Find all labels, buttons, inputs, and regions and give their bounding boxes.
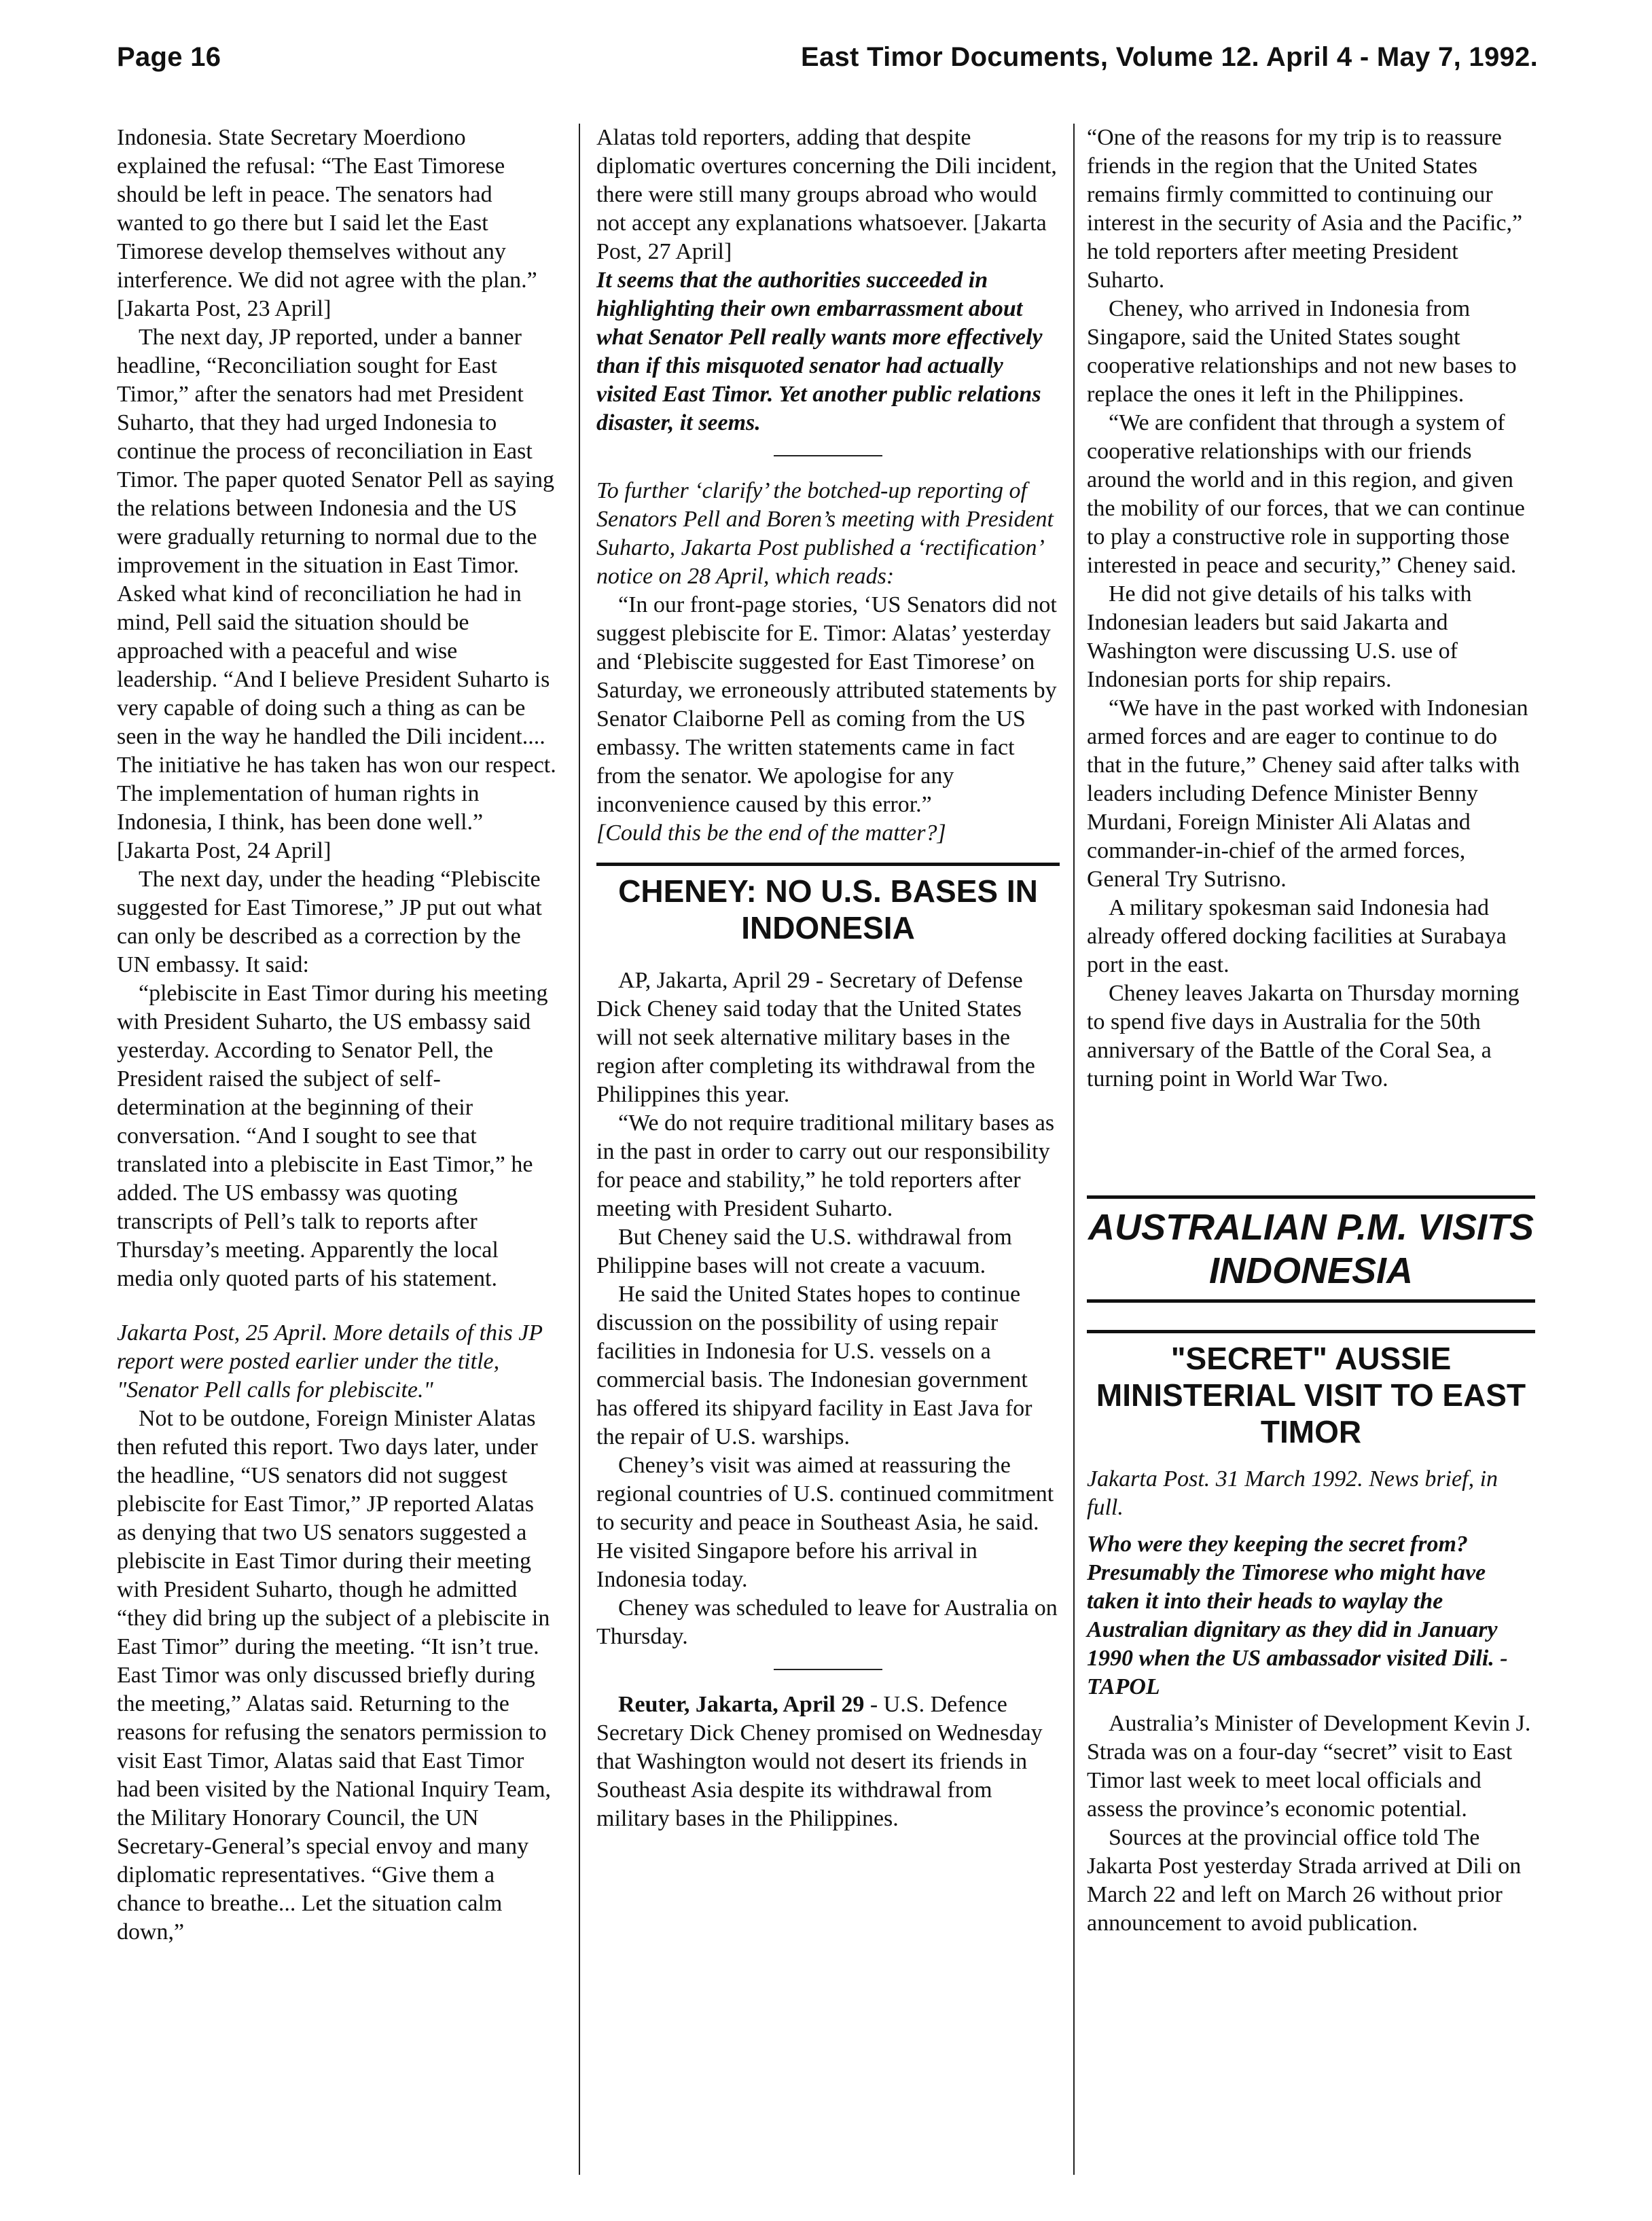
paragraph: Sources at the provincial office told The Jakarta Post yesterday Strada arrived at Dili on March 22 and left on March 26 without prior announcement to avoid publication. (1087, 1825, 1522, 1936)
separator (774, 1669, 882, 1670)
dateline: Reuter, Jakarta, April 29 (618, 1692, 865, 1717)
heading-rule (1087, 1195, 1535, 1199)
column-divider (1073, 124, 1075, 2175)
source-note: Jakarta Post, 25 April. More details of this JP report were posted earlier under the title, "Senator Pell calls for plebiscite." (117, 1320, 543, 1403)
paragraph: “We do not require traditional military bases as in the past in order to carry out our responsibility for peace and stability,” he told reporters after meeting with President Suharto. (596, 1110, 1055, 1221)
paragraph: AP, Jakarta, April 29 - Secretary of Defense Dick Cheney said today that the United States will not seek alternative military bases in the region after completing its withdrawal from the Philippines this year. (596, 968, 1035, 1107)
paragraph (596, 1691, 1060, 1833)
column-divider (579, 124, 580, 2175)
paragraph: The next day, under the heading “Plebiscite suggested for East Timorese,” JP put out what can only be described as a correction by the UN embassy. It said: (117, 867, 542, 977)
heading-rule (1087, 1330, 1535, 1333)
article-heading: CHENEY: NO U.S. BASES IN INDONESIA (618, 873, 1038, 945)
paragraph: Alatas told reporters, adding that despite diplomatic overtures concerning the Dili incident, there were still many groups abroad who would not accept any explanations whatsoever. [Jakarta Post, 27 April] (596, 125, 1057, 264)
column-2 (596, 124, 1060, 1833)
paragraph: Cheney’s visit was aimed at reassuring the regional countries of U.S. continued commitment to security and peace in Southeast Asia, he said. He visited Singapore before his arrival in Indonesia today. (596, 1453, 1054, 1592)
paragraph: “One of the reasons for my trip is to reassure friends in the region that the United States remains firmly committed to continuing our interest in the security of Asia and the Pacific,” he told reporters after meeting President Suharto. (1087, 125, 1523, 293)
paragraph: Cheney leaves Jakarta on Thursday morning to spend five days in Australia for the 50th anniversary of the Battle of the Coral Sea, a turning point in World War Two. (1087, 981, 1520, 1091)
paragraph: He did not give details of his talks with Indonesian leaders but said Jakarta and Washington were discussing U.S. use of Indonesian ports for ship repairs. (1087, 581, 1472, 692)
paragraph: “We are confident that through a system of cooperative relationships with our friends around the world and in this region, and given the mobility of our forces, that we can continue to play a constructive role in supporting those interested in peace and security,” Cheney said. (1087, 410, 1525, 578)
separator (774, 455, 882, 456)
paragraph: The next day, JP reported, under a banner headline, “Reconciliation sought for East Timor,” after the senators had met President Suharto, that they had urged Indonesia to continue the process of reconciliation in East Timor. The paper quoted Senator Pell as saying the relations between Indonesia and the US were gradually returning to normal due to the improvement in the situation in East Timor. Asked what kind of reconciliation he had in mind, Pell said the situation should be approached with a peaceful and wise leadership. “And I believe President Suharto is very capable of doing such a thing as can be seen in the way he handled the Dili incident.... The initiative he has taken has won our respect. The implementation of human rights in Indonesia, I think, has been done well.” [Jakarta Post, 24 April] (117, 325, 556, 863)
paragraph: Cheney, who arrived in Indonesia from Singapore, said the United States sought cooperative relationships and not new bases to replace the ones it left in the Philippines. (1087, 296, 1517, 407)
paragraph: Not to be outdone, Foreign Minister Alatas then refuted this report. Two days later, under the headline, “US senators did not suggest plebiscite for East Timor,” JP reported Alatas as denying that two US senators suggested a plebiscite in East Timor during their meeting with President Suharto, though he admitted “they did bring up the subject of a plebiscite in East Timor” during the meeting. “It isn’t true. East Timor was only discussed briefly during the meeting,” Alatas said. Returning to the reasons for refusing the senators permission to visit East Timor, Alatas said that East Timor had been visited by the National Inquiry Team, the Military Honorary Council, the UN Secretary-General’s special envoy and many diplomatic representatives. “Give them a chance to breathe... Let the situation calm down,” (117, 1406, 552, 1945)
paragraph: Indonesia. State Secretary Moerdiono explained the refusal: “The East Timorese should be left in peace. The senators had wanted to go there but I said let the East Timorese develop themselves without any interference. We did not agree with the plan.” [Jakarta Post, 23 April] (117, 125, 537, 321)
paragraph: But Cheney said the U.S. withdrawal from Philippine bases will not create a vacuum. (596, 1225, 1012, 1278)
page-number: Page 16 (117, 42, 221, 72)
article-heading: "SECRET" AUSSIE MINISTERIAL VISIT TO EAST TIMOR (1096, 1341, 1526, 1449)
heading-rule (596, 863, 1060, 866)
paragraph-text: - U.S. Defence Secretary Dick Cheney promised on Wednesday that Washington would not desert its friends in Southeast Asia despite its withdrawal from military bases in the Philippines. (596, 1692, 1043, 1831)
paragraph: Australia’s Minister of Development Kevin J. Strada was on a four-day “secret” visit to East Timor last week to meet local officials and assess the province’s economic potential. (1087, 1711, 1531, 1822)
paragraph: A military spokesman said Indonesia had already offered docking facilities at Surabaya port in the east. (1087, 895, 1507, 977)
quoted-paragraph: “plebiscite in East Timor during his meeting with President Suharto, the US embassy said yesterday. According to Senator Pell, the President raised the subject of self-determination at the beginning of their conversation. “And I sought to see that translated into a plebiscite in East Timor,” he added. The US embassy was quoting transcripts of Pell’s talk to reports after Thursday’s meeting. Apparently the local media only quoted parts of his statement. (117, 981, 548, 1291)
article-heading: AUSTRALIAN P.M. VISITS INDONESIA (1088, 1207, 1534, 1291)
paragraph: “We have in the past worked with Indonesian armed forces and are eager to continue to do that in the future,” Cheney said after talks with leaders including Defence Minister Benny Murdani, Foreign Minister Ali Alatas and commander-in-chief of the armed forces, General Try Sutrisno. (1087, 696, 1528, 892)
paragraph: Cheney was scheduled to leave for Australia on Thursday. (596, 1595, 1058, 1649)
column-1 (117, 124, 558, 1947)
editorial-comment: It seems that the authorities succeeded in highlighting their own embarrassment about what Senator Pell really wants more effectively than if this misquoted senator had actually visited East Timor. Yet another public relations disaster, it seems. (596, 268, 1043, 435)
quoted-notice: “In our front-page stories, ‘US Senators did not suggest plebiscite for E. Timor: Alatas’ yesterday and ‘Plebiscite suggested for East Timorese’ on Saturday, we erroneously attributed statements by Senator Claiborne Pell as coming from the US embassy. The written statements came in fact from the senator. We apologise for any inconvenience caused by this error.” (596, 592, 1057, 817)
column-3 (1087, 124, 1535, 1938)
editorial-note: To further ‘clarify’ the botched-up reporting of Senators Pell and Boren’s meeting with President Suharto, Jakarta Post published a ‘rectification’ notice on 28 April, which reads: (596, 478, 1054, 589)
editorial-comment: Who were they keeping the secret from? Presumably the Timorese who might have taken it into their heads to waylay the Australian dignitary as they did in January 1990 when the US ambassador visited Dili. - TAPOL (1087, 1532, 1508, 1699)
editorial-comment: [Could this be the end of the matter?] (596, 820, 946, 846)
publication-header: East Timor Documents, Volume 12. April 4 - May 7, 1992. (800, 42, 1538, 72)
source-note: Jakarta Post. 31 March 1992. News brief, in full. (1087, 1466, 1498, 1520)
paragraph: He said the United States hopes to continue discussion on the possibility of using repair facilities in Indonesia for U.S. vessels on a commercial basis. The Indonesian government has offered its shipyard facility in East Java for the repair of U.S. warships. (596, 1282, 1032, 1449)
